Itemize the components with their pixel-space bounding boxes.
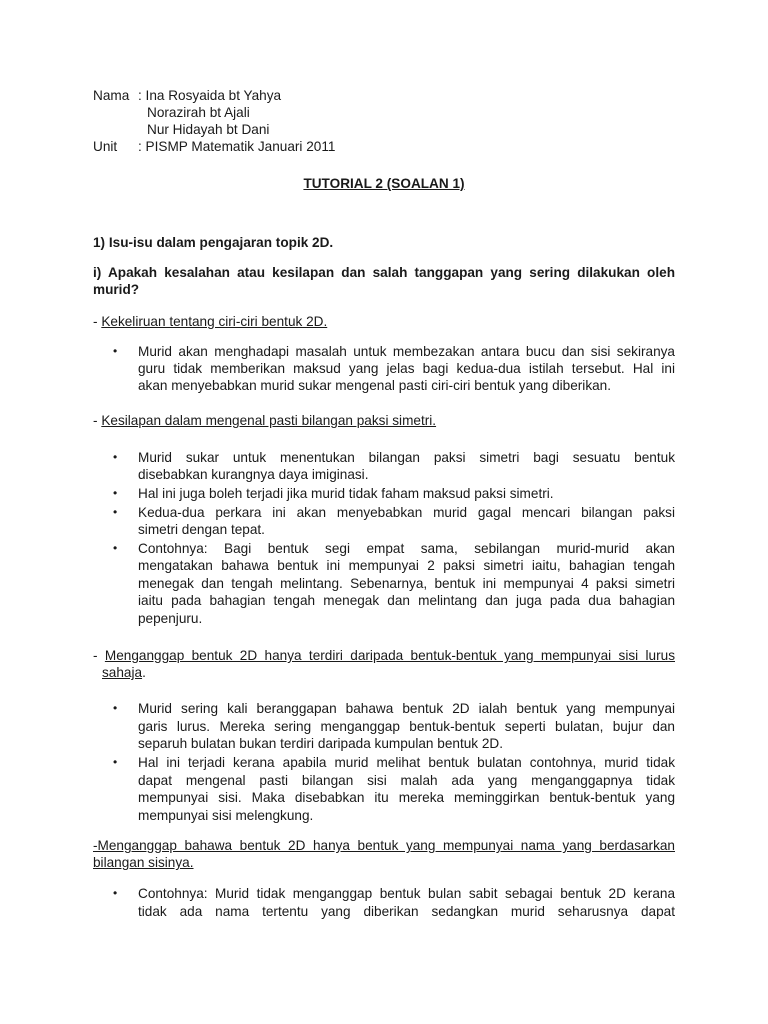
bullet-icon: • [113,450,118,464]
section-heading: -Menganggap bahawa bentuk 2D hanya bentuk yang mempunyai nama yang berdasarkan [93,838,675,853]
paragraph-line: mengatakan bahawa bentuk ini mempunyai 2 paksi simetri iaitu, bahagian tengah [138,558,675,573]
member-name: Nur Hidayah bt Dani [147,122,270,137]
paragraph-line: Contohnya: Murid tidak menganggap bentuk bulan sabit sebagai bentuk 2D kerana [138,886,675,901]
paragraph-line: pepenjuru. [138,611,203,626]
paragraph-line: Hal ini juga boleh terjadi jika murid tidak faham maksud paksi simetri. [138,486,554,501]
bullet-icon: • [113,701,118,715]
paragraph-line: Murid sering kali beranggapan bahawa bentuk 2D ialah bentuk yang mempunyai [138,701,675,716]
section-heading: - Menganggap bentuk 2D hanya terdiri daripada bentuk-bentuk yang mempunyai sisi lurus [93,648,675,663]
unit-value: : PISMP Matematik Januari 2011 [138,139,336,154]
paragraph-line: disebabkan kurangnya daya imiginasi. [138,467,369,482]
paragraph-line: garis lurus. Mereka sering menganggap bentuk-bentuk seperti bulatan, bujur dan [138,719,675,734]
bullet-icon: • [113,541,118,555]
unit-label: Unit [93,139,118,154]
bullet-icon: • [113,886,118,900]
bullet-icon: • [113,344,118,358]
section-heading: - Kesilapan dalam mengenal pasti bilangan paksi simetri. [93,413,437,428]
section-heading-cont: sahaja. [102,665,146,680]
question-heading: 1) Isu-isu dalam pengajaran topik 2D. [93,235,334,250]
paragraph-line: mempunyai sisi. Maka disebabkan itu mereka meminggirkan bentuk-bentuk yang [138,790,675,805]
sub-question: i) Apakah kesalahan atau kesilapan dan salah tanggapan yang sering dilakukan oleh [93,265,675,280]
paragraph-line: mempunyai sisi melengkung. [138,808,314,823]
section-heading: - Kekeliruan tentang ciri-ciri bentuk 2D. [93,314,328,329]
paragraph-line: simetri dengan tepat. [138,522,265,537]
paragraph-line: guru tidak memberikan maksud yang jelas bagi kedua-dua istilah tersebut. Hal ini [138,361,675,376]
paragraph-line: Kedua-dua perkara ini akan menyebabkan murid gagal mencari bilangan paksi [138,505,675,520]
paragraph-line: tidak ada nama tertentu yang diberikan sedangkan murid seharusnya dapat [138,904,675,919]
paragraph-line: Hal ini terjadi kerana apabila murid melihat bentuk bulatan contohnya, murid tidak [138,755,675,770]
paragraph-line: Murid sukar untuk menentukan bilangan paksi simetri bagi sesuatu bentuk [138,450,675,465]
paragraph-line: menegak dan tengah melintang. Sebenarnya, bentuk ini mempunyai 4 paksi simetri [138,576,675,591]
document-title: TUTORIAL 2 (SOALAN 1) [303,176,465,191]
paragraph-line: iaitu pada bahagian tengah menegak dan melintang dan juga pada dua bahagian [138,593,675,608]
nama-value: : Ina Rosyaida bt Yahya [138,88,282,103]
paragraph-line: dapat mengenal pasti bilangan sisi malah ada yang menganggapnya tidak [138,773,675,788]
bullet-icon: • [113,755,118,769]
section-heading-cont: bilangan sisinya. [93,855,194,870]
bullet-icon: • [113,505,118,519]
paragraph-line: akan menyebabkan murid sukar mengenal pasti ciri-ciri bentuk yang diberikan. [138,378,612,393]
sub-question-cont: murid? [93,282,140,297]
paragraph-line: Contohnya: Bagi bentuk segi empat sama, sebilangan murid-murid akan [138,541,675,556]
paragraph-line: Murid akan menghadapi masalah untuk membezakan antara bucu dan sisi sekiranya [138,344,675,359]
paragraph-line: separuh bulatan bukan terdiri daripada kumpulan bentuk 2D. [138,736,504,751]
nama-label: Nama [93,88,130,103]
member-name: Norazirah bt Ajali [147,105,250,120]
bullet-icon: • [113,486,118,500]
